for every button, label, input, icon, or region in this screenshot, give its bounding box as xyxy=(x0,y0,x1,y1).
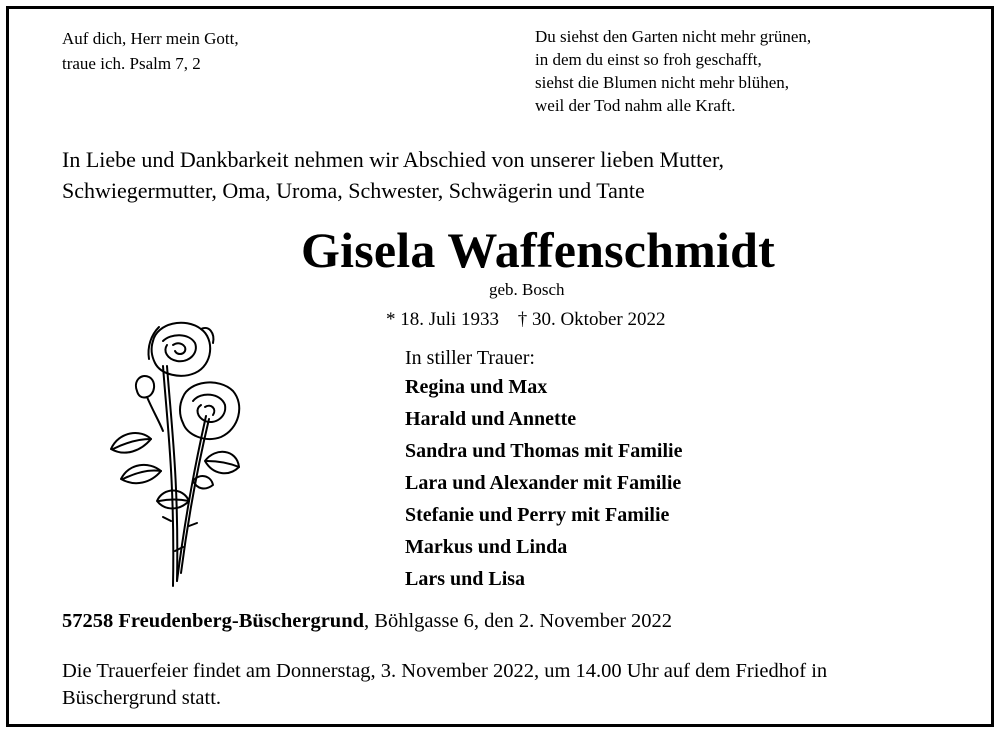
bible-verse-line-1: Auf dich, Herr mein Gott, xyxy=(62,29,239,48)
farewell-intro-line-1: In Liebe und Dankbarkeit nehmen wir Abschied von unserer lieben Mutter, xyxy=(62,147,724,172)
mourner-entry: Markus und Linda xyxy=(405,536,568,558)
funeral-info-line-1: Die Trauerfeier findet am Donnerstag, 3. November 2022, um 14.00 Uhr auf dem Friedhof in xyxy=(62,660,828,682)
address-line xyxy=(62,610,672,633)
birth-date: * 18. Juli 1933 xyxy=(386,309,499,330)
address-rest: , Böhlgasse 6, den 2. November 2022 xyxy=(364,610,673,632)
funeral-info-line-2: Büschergrund statt. xyxy=(62,687,222,709)
poem-line-2: in dem du einst so froh geschafft, xyxy=(535,50,762,69)
mourners-heading: In stiller Trauer: xyxy=(405,347,535,369)
mourner-entry: Sandra und Thomas mit Familie xyxy=(405,440,683,462)
obituary-notice xyxy=(6,6,994,727)
mourner-entry: Stefanie und Perry mit Familie xyxy=(405,504,670,526)
poem-line-3: siehst die Blumen nicht mehr blühen, xyxy=(535,73,790,92)
bible-verse xyxy=(62,27,362,76)
farewell-intro-line-2: Schwiegermutter, Oma, Uroma, Schwester, Schwägerin und Tante xyxy=(62,178,645,203)
poem-line-1: Du siehst den Garten nicht mehr grünen, xyxy=(535,27,812,46)
poem xyxy=(535,25,955,117)
death-date: † 30. Oktober 2022 xyxy=(517,309,666,330)
life-dates xyxy=(386,309,665,331)
mourner-entry: Harald und Annette xyxy=(405,408,577,430)
address-place: 57258 Freudenberg-Büschergrund xyxy=(62,610,365,632)
deceased-name: Gisela Waffenschmidt xyxy=(301,222,775,278)
mourner-entry: Regina und Max xyxy=(405,376,548,398)
funeral-info xyxy=(62,658,962,712)
farewell-intro xyxy=(62,144,962,206)
mourner-entry: Lars und Lisa xyxy=(405,568,526,590)
poem-line-4: weil der Tod nahm alle Kraft. xyxy=(535,96,736,115)
mourners-list xyxy=(405,371,905,595)
bible-verse-line-2: traue ich. Psalm 7, 2 xyxy=(62,53,201,73)
birth-name: geb. Bosch xyxy=(489,280,565,299)
mourner-entry: Lara und Alexander mit Familie xyxy=(405,472,682,494)
mourners-section xyxy=(405,345,905,595)
rose-icon xyxy=(101,311,251,591)
